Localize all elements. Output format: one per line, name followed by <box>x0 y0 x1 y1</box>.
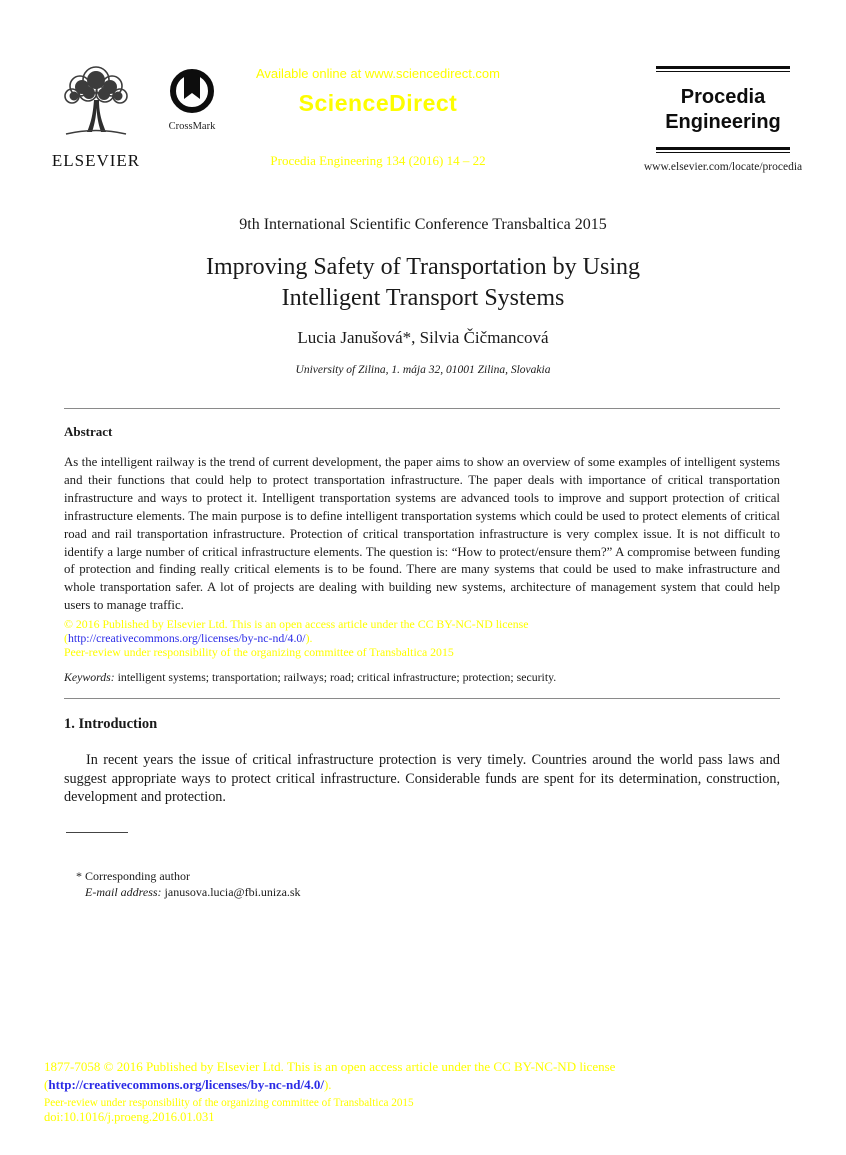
journal-reference: Procedia Engineering 134 (2016) 14 – 22 <box>270 153 486 168</box>
paper-title <box>0 252 846 314</box>
license-link-line <box>64 632 780 646</box>
sciencedirect-logo[interactable]: ScienceDirect <box>298 90 458 116</box>
journal-name <box>656 72 790 147</box>
introduction-text: In recent years the issue of critical infrastructure protection is very timely. Countries around the world pass laws and suggest appropriate ways to protect critical infrastructure. Considerable funds are spent for its determination, construction, development and protection. <box>64 752 780 806</box>
license-link-open: ( <box>64 630 68 645</box>
crossmark-label: CrossMark <box>168 121 216 132</box>
keywords-text: intelligent systems; transportation; railways; road; critical infrastructure; protection; security. <box>114 670 557 684</box>
license-block <box>64 618 780 660</box>
abstract-text: As the intelligent railway is the trend of current development, the paper aims to show an overview of some examples of intelligent systems and their functions that could help to protect transportation infrastructure. The paper deals with importance of critical transportation infrastructure and ways to protect it. Intelligent transportation systems are advanced tools to improve and support protection of critical infrastructure elements. The main purpose is to define intelligent transportation systems which could be used to protect elements of critical road and rail transportation infrastructure. Protection of critical transportation infrastructure is very complex issue. It is not difficult to identify a large number of critical infrastructure elements. The question is: “How to protect/ensure them?” A compromise between funding of protection and finding really critical elements is to be found. There are many systems that could be used to make infrastructure and whole transportation safer. A lot of projects are dealing with building new systems, architecture of management system that could help users to manage traffic. <box>64 455 780 613</box>
journal-name-line1: Procedia <box>680 86 766 108</box>
abstract-heading: Abstract <box>64 424 113 439</box>
available-online-text: Available online at www.sciencedirect.com <box>256 66 500 81</box>
footer-peer-review-line: Peer-review under responsibility of the organizing committee of Transbaltica 2015 <box>44 1097 414 1109</box>
elsevier-label: ELSEVIER <box>51 151 141 170</box>
license-line1: © 2016 Published by Elsevier Ltd. This is an open access article under the CC BY-NC-ND license <box>64 617 529 631</box>
keywords-label: Keywords: <box>64 670 115 684</box>
conference-name: 9th International Scientific Conference Transbaltica 2015 <box>239 216 607 233</box>
journal-site-url[interactable]: www.elsevier.com/locate/procedia <box>643 161 803 173</box>
authors-line: Lucia Janušová*, Silvia Čičmancová <box>297 328 549 347</box>
journal-masthead <box>656 66 790 153</box>
masthead-rule-top-thick <box>656 66 790 69</box>
footer-link-close: ). <box>323 1077 332 1092</box>
masthead-rule-bottom-thick <box>656 147 790 150</box>
journal-name-line2: Engineering <box>665 111 781 133</box>
divider-above-abstract <box>64 408 780 409</box>
introduction-heading: 1. Introduction <box>64 716 158 732</box>
email-line <box>85 885 301 900</box>
paper-title-line1: Improving Safety of Transportation by Using <box>206 254 640 280</box>
footer-link-open: ( <box>44 1077 49 1092</box>
corresponding-author-note: * Corresponding author <box>76 869 190 883</box>
elsevier-tree-icon <box>52 131 140 148</box>
peer-review-line: Peer-review under responsibility of the organizing committee of Transbaltica 2015 <box>64 644 454 659</box>
email-address: janusova.lucia@fbi.uniza.sk <box>161 885 301 899</box>
license-link-close: ). <box>305 630 313 645</box>
elsevier-logo <box>46 62 146 171</box>
footnote-divider <box>66 832 128 833</box>
paper-title-line2: Intelligent Transport Systems <box>281 285 565 311</box>
keywords-line <box>64 670 780 685</box>
footer-issn-line: 1877-7058 © 2016 Published by Elsevier Ltd. This is an open access article under the CC BY-NC-ND license <box>44 1059 616 1074</box>
divider-above-introduction <box>64 698 780 699</box>
footer-doi-line: doi:10.1016/j.proeng.2016.01.031 <box>44 1110 215 1124</box>
footer-link-line <box>44 1077 774 1093</box>
masthead-rule-bottom-thin <box>656 152 790 153</box>
footer-license-link[interactable]: http://creativecommons.org/licenses/by-nc-nd/4.0/ <box>48 1077 324 1092</box>
email-label: E-mail address: <box>85 885 162 899</box>
license-link[interactable]: http://creativecommons.org/licenses/by-nc-nd/4.0/ <box>67 630 306 645</box>
affiliation-line: University of Zilina, 1. mája 32, 01001 Zilina, Slovakia <box>295 364 551 376</box>
